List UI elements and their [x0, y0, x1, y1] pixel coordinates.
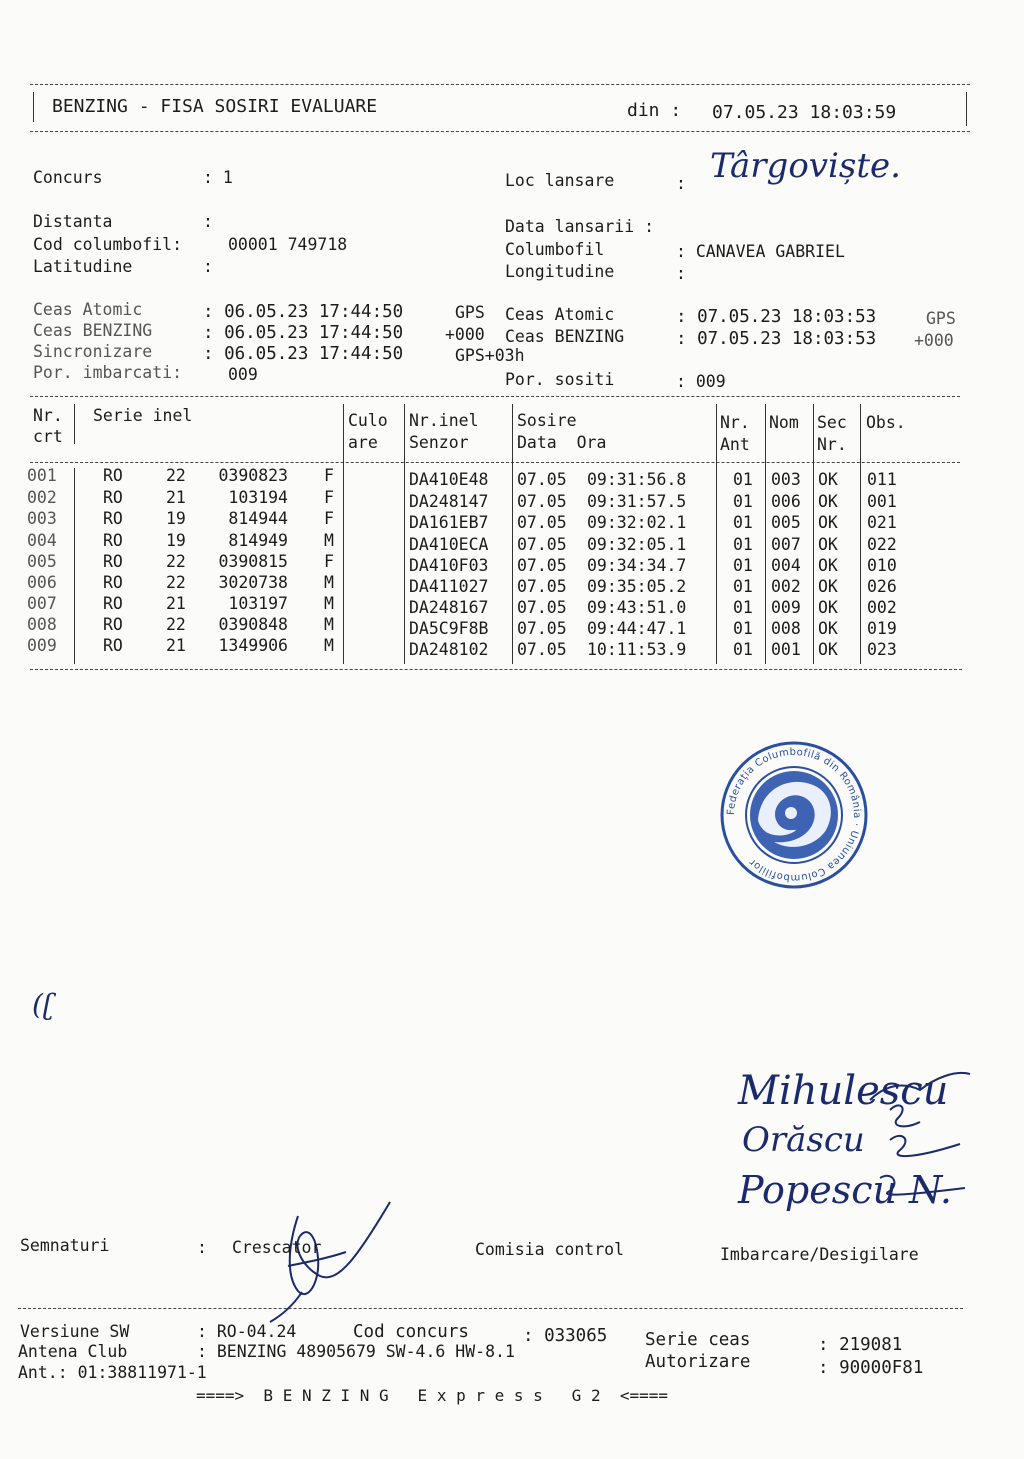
ceas-benzing-left-label: Ceas BENZING: [33, 321, 153, 340]
col-sep-3: [404, 404, 405, 664]
header-obs: Obs.: [866, 413, 906, 432]
row-nom: 003: [771, 470, 801, 489]
row-ant: 01: [733, 598, 753, 617]
longitudine-value: :: [676, 264, 686, 283]
row-senzor: DA248147: [409, 491, 489, 511]
col-sep-5: [716, 404, 717, 664]
row-senzor: DA410E48: [409, 470, 489, 489]
row-nr: 002: [27, 487, 57, 507]
row-year: 22: [166, 573, 186, 592]
col-sep-4: [512, 404, 513, 664]
row-country: RO: [103, 594, 123, 613]
table-header-rule: [30, 462, 960, 463]
header-right-border: [966, 92, 967, 126]
row-senzor: DA161EB7: [409, 513, 489, 532]
row-obs: 026: [867, 577, 897, 596]
row-date: 07.05: [517, 491, 567, 511]
longitudine-label: Longitudine: [505, 262, 615, 281]
row-sec: OK: [818, 598, 838, 617]
por-imbarcati-value: 009: [228, 365, 258, 384]
ceas-benzing-right-value: : 07.05.23 18:03:53: [676, 329, 877, 349]
row-nr: 008: [27, 615, 57, 634]
row-year: 21: [166, 594, 186, 613]
row-sex: F: [324, 466, 334, 485]
header-nr: Nr.: [33, 406, 63, 425]
row-sec: OK: [818, 534, 838, 554]
row-ring: 103197: [228, 594, 288, 613]
row-sex: M: [324, 594, 334, 613]
row-date: 07.05: [517, 534, 567, 554]
row-sex: F: [324, 509, 334, 528]
row-sex: F: [324, 552, 334, 571]
row-obs: 001: [867, 491, 897, 511]
ceas-benzing-right-label: Ceas BENZING: [505, 327, 625, 346]
row-ring: 0390815: [218, 552, 288, 571]
row-ant: 01: [733, 619, 753, 638]
small-mark-icon: ʗ: [42, 988, 55, 1021]
ceas-atomic-right-suffix: GPS: [926, 309, 956, 328]
ceas-atomic-left-label: Ceas Atomic: [33, 300, 143, 319]
table-top-rule: [30, 396, 960, 397]
header-nom: Nom: [769, 413, 799, 432]
row-nom: 004: [771, 556, 801, 575]
row-obs: 010: [867, 556, 897, 575]
row-country: RO: [103, 487, 123, 507]
row-nom: 006: [771, 491, 801, 511]
row-time: 09:32:02.1: [587, 513, 687, 532]
imbarcare-label: Imbarcare/Desigilare: [720, 1245, 919, 1264]
row-country: RO: [103, 615, 123, 634]
ceas-atomic-left-value: : 06.05.23 17:44:50: [203, 302, 404, 322]
row-country: RO: [103, 530, 123, 550]
row-year: 21: [166, 636, 186, 655]
header-serie-inel: Serie inel: [93, 406, 193, 425]
row-year: 19: [166, 530, 186, 550]
small-stamp-mark: (ʗ: [32, 988, 55, 1021]
loc-lansare-label: Loc lansare: [505, 171, 615, 190]
row-time: 09:31:57.5: [587, 491, 687, 511]
row-nr: 007: [27, 594, 57, 613]
row-time: 09:35:05.2: [587, 577, 687, 596]
concurs-value: : 1: [203, 168, 233, 187]
loc-lansare-sep: :: [676, 174, 686, 193]
sincronizare-suffix: GPS+03h: [455, 346, 525, 365]
row-sec: OK: [818, 491, 838, 511]
row-ring: 3020738: [218, 573, 288, 592]
row-sex: M: [324, 636, 334, 655]
col-sep-2: [343, 404, 344, 664]
row-time: 09:43:51.0: [587, 598, 687, 617]
crescator-signature-icon: [258, 1196, 398, 1326]
concurs-label: Concurs: [33, 168, 103, 187]
sincronizare-value: : 06.05.23 17:44:50: [203, 344, 404, 364]
row-ant: 01: [733, 556, 753, 575]
crescator-label: Crescator: [232, 1238, 322, 1257]
row-senzor: DA5C9F8B: [409, 619, 489, 638]
serie-ceas-label: Serie ceas: [645, 1330, 751, 1350]
row-obs: 021: [867, 513, 897, 532]
row-senzor: DA411027: [409, 577, 489, 596]
row-year: 22: [166, 466, 186, 485]
comisia-control-label: Comisia control: [475, 1240, 625, 1259]
ceas-benzing-left-suffix: +000: [445, 325, 485, 344]
cod-columbofil-label: Cod columbofil:: [33, 235, 183, 254]
header-sec-1: Sec: [817, 413, 847, 432]
distanta-value: :: [203, 212, 213, 231]
row-ring: 814949: [228, 530, 288, 550]
row-nom: 005: [771, 513, 801, 532]
data-lansarii-label: Data lansarii :: [505, 217, 655, 236]
ceas-benzing-right-suffix: +000: [914, 331, 954, 350]
row-ring: 814944: [228, 509, 288, 528]
row-nom: 008: [771, 619, 801, 638]
table-bottom-rule: [30, 669, 962, 670]
header-culoare-2: are: [348, 433, 378, 452]
row-nr: 006: [27, 573, 57, 592]
header-nr-ant-2: Ant: [720, 435, 750, 454]
versiune-value: : RO-04.24: [197, 1322, 297, 1341]
row-date: 07.05: [517, 577, 567, 596]
row-country: RO: [103, 509, 123, 528]
header-data-ora: Data Ora: [517, 433, 607, 452]
row-obs: 019: [867, 619, 897, 638]
commission-initials-icon: [860, 1060, 980, 1210]
row-nr: 004: [27, 530, 57, 550]
row-ring: 1349906: [218, 636, 288, 655]
row-ring: 0390823: [218, 466, 288, 485]
latitudine-value: :: [203, 257, 213, 276]
ceas-atomic-right-label: Ceas Atomic: [505, 305, 615, 324]
row-ant: 01: [733, 534, 753, 554]
header-sec-2: Nr.: [817, 435, 847, 454]
print-date-label: din :: [627, 100, 682, 121]
sincronizare-label: Sincronizare: [33, 342, 153, 361]
row-sex: M: [324, 615, 334, 634]
row-sec: OK: [818, 556, 838, 575]
ceas-atomic-right-value: : 07.05.23 18:03:53: [676, 307, 877, 327]
row-nr: 005: [27, 552, 57, 571]
row-time: 09:44:47.1: [587, 619, 687, 638]
row-sex: M: [324, 530, 334, 550]
row-senzor: DA410F03: [409, 556, 489, 575]
row-country: RO: [103, 573, 123, 592]
row-time: 09:32:05.1: [587, 534, 687, 554]
row-ring: 0390848: [218, 615, 288, 634]
row-obs: 023: [867, 640, 897, 659]
row-date: 07.05: [517, 598, 567, 617]
signature-name-3: Popescu N.: [738, 1168, 952, 1212]
row-ring: 103194: [228, 487, 288, 507]
cod-columbofil-value: 00001 749718: [228, 235, 348, 254]
col-sep-1-header: [74, 404, 75, 444]
col-sep-6: [765, 404, 766, 664]
row-sex: F: [324, 487, 334, 507]
header-top-rule: [30, 84, 970, 85]
row-date: 07.05: [517, 619, 567, 638]
row-nom: 001: [771, 640, 801, 659]
row-date: 07.05: [517, 640, 567, 659]
row-nom: 002: [771, 577, 801, 596]
row-nr: 003: [27, 509, 57, 528]
cod-concurs-value: : 033065: [523, 1326, 608, 1346]
row-senzor: DA410ECA: [409, 534, 489, 554]
header-nr-ant-1: Nr.: [720, 413, 750, 432]
row-sex: M: [324, 573, 334, 592]
semnaturi-label: Semnaturi: [20, 1236, 110, 1255]
row-senzor: DA248102: [409, 640, 489, 659]
print-date-value: 07.05.23 18:03:59: [712, 102, 897, 123]
loc-lansare-handwritten: Târgoviște.: [710, 146, 901, 186]
col-sep-1: [74, 468, 75, 664]
col-sep-7: [813, 404, 814, 664]
row-date: 07.05: [517, 513, 567, 532]
brand-line: ====> B E N Z I N G E x p r e s s G 2 <====: [196, 1386, 669, 1405]
row-ant: 01: [733, 513, 753, 532]
row-nom: 007: [771, 534, 801, 554]
row-year: 22: [166, 615, 186, 634]
header-culoare-1: Culo: [348, 411, 388, 430]
header-nr-inel: Nr.inel: [409, 411, 479, 430]
columbofil-value: : CANAVEA GABRIEL: [676, 242, 845, 261]
versiune-label: Versiune SW: [20, 1322, 130, 1341]
autorizare-label: Autorizare: [645, 1352, 751, 1372]
ceas-atomic-left-suffix: GPS: [455, 303, 485, 322]
row-country: RO: [103, 636, 123, 655]
antena-value: : BENZING 48905679 SW-4.6 HW-8.1: [197, 1342, 515, 1361]
row-senzor: DA248167: [409, 598, 489, 617]
row-obs: 002: [867, 598, 897, 617]
col-sep-8: [860, 404, 861, 664]
row-country: RO: [103, 466, 123, 485]
serie-ceas-value: : 219081: [818, 1335, 903, 1355]
header-senzor: Senzor: [409, 433, 469, 452]
ant-line: Ant.: 01:38811971-1: [18, 1363, 207, 1382]
row-year: 22: [166, 552, 186, 571]
row-time: 09:31:56.8: [587, 470, 687, 489]
row-date: 07.05: [517, 470, 567, 489]
row-time: 10:11:53.9: [587, 640, 687, 659]
ceas-benzing-left-value: : 06.05.23 17:44:50: [203, 323, 404, 343]
header-crt: crt: [33, 427, 63, 446]
row-year: 21: [166, 487, 186, 507]
document-title: BENZING - FISA SOSIRI EVALUARE: [52, 96, 378, 117]
row-nr: 001: [27, 466, 57, 485]
row-obs: 022: [867, 534, 897, 554]
row-year: 19: [166, 509, 186, 528]
antena-label: Antena Club: [18, 1342, 128, 1361]
row-sec: OK: [818, 619, 838, 638]
header-left-border: [33, 92, 34, 122]
semnaturi-sep: :: [197, 1238, 207, 1257]
row-ant: 01: [733, 470, 753, 489]
footer-top-rule: [18, 1308, 963, 1309]
distanta-label: Distanta: [33, 212, 113, 231]
header-bottom-rule: [30, 131, 970, 132]
signature-name-1: Mihulescu: [738, 1068, 949, 1114]
row-time: 09:34:34.7: [587, 556, 687, 575]
row-obs: 011: [867, 470, 897, 489]
federation-stamp-icon: [718, 740, 870, 890]
row-sec: OK: [818, 640, 838, 659]
row-ant: 01: [733, 577, 753, 596]
latitudine-label: Latitudine: [33, 257, 133, 276]
columbofil-label: Columbofil: [505, 240, 605, 259]
stamp-ring-text: Federația Columbofilă din România · Uniunea Columbofililor: [725, 746, 863, 884]
autorizare-value: : 90000F81: [818, 1358, 924, 1378]
header-sosire: Sosire: [517, 411, 577, 430]
por-sositi-value: : 009: [676, 372, 726, 391]
signature-name-2: Orăscu: [742, 1120, 865, 1160]
por-imbarcati-label: Por. imbarcati:: [33, 363, 183, 382]
row-sec: OK: [818, 577, 838, 596]
row-date: 07.05: [517, 556, 567, 575]
row-ant: 01: [733, 491, 753, 511]
row-country: RO: [103, 552, 123, 571]
row-sec: OK: [818, 513, 838, 532]
cod-concurs-label: Cod concurs: [353, 1322, 469, 1342]
row-nom: 009: [771, 598, 801, 617]
row-ant: 01: [733, 640, 753, 659]
row-sec: OK: [818, 470, 838, 489]
row-nr: 009: [27, 636, 57, 655]
por-sositi-label: Por. sositi: [505, 370, 615, 389]
